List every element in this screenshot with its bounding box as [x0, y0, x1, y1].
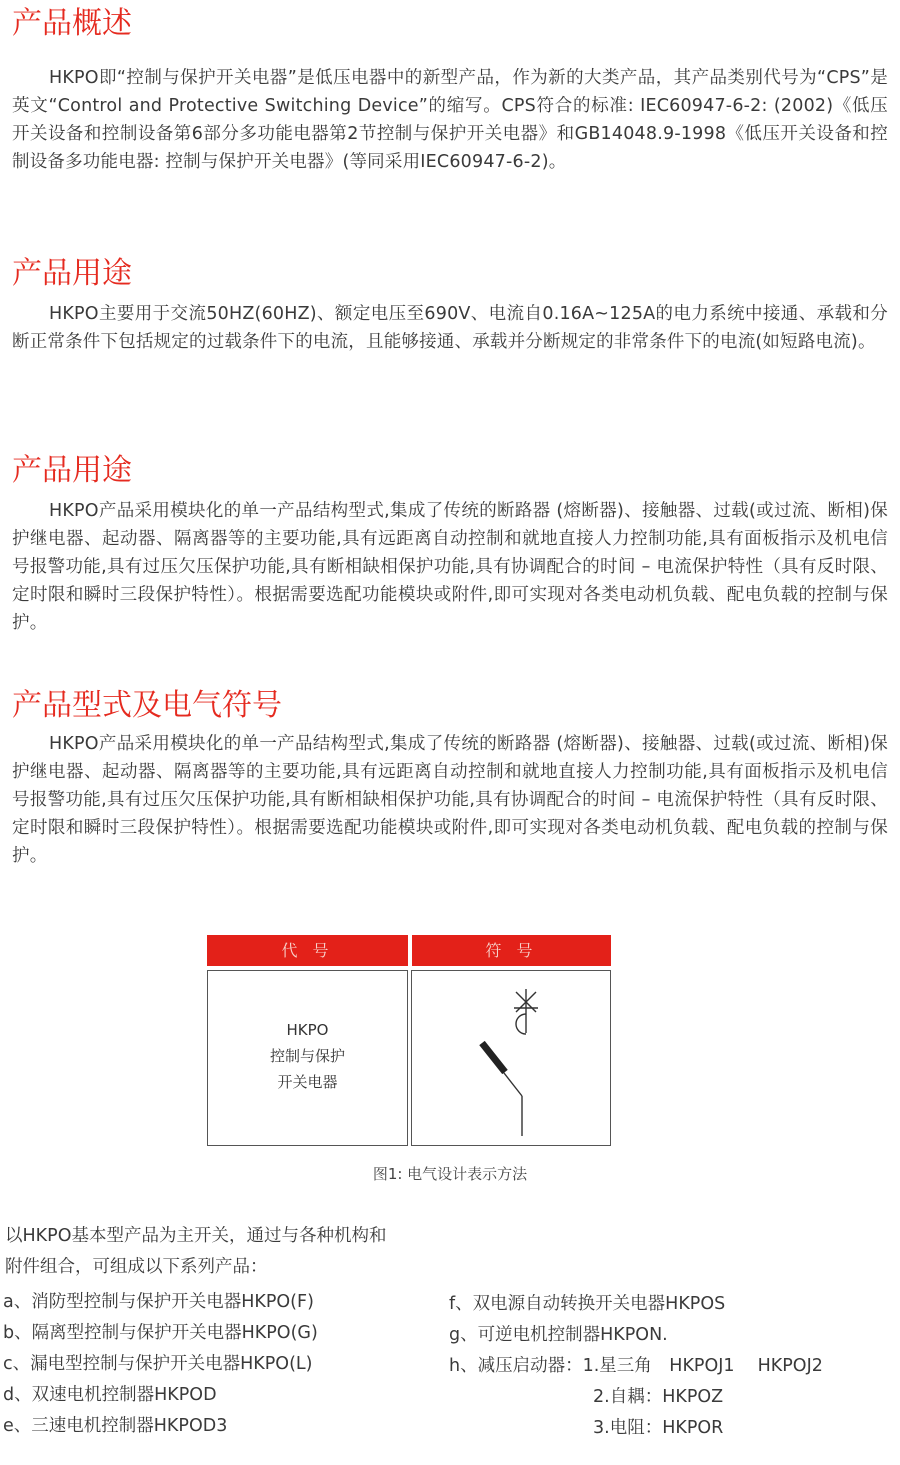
code-line: 控制与保护	[269, 1047, 345, 1065]
list-item: d、双速电机控制器HKPOD	[3, 1385, 217, 1405]
list-item: c、漏电型控制与保护开关电器HKPO(L)	[3, 1354, 313, 1374]
list-sub-item: 3.电阻：HKPOR	[593, 1418, 724, 1438]
section-overview	[12, 6, 888, 176]
symbol-cell	[411, 970, 611, 1146]
section-heading: 产品用途	[12, 453, 132, 488]
list-item: g、可逆电机控制器HKPON.	[449, 1325, 668, 1345]
table-header-symbol: 符 号	[412, 935, 611, 966]
list-item: f、双电源自动转换开关电器HKPOS	[449, 1294, 726, 1314]
intro-line: 附件组合，可组成以下系列产品：	[5, 1257, 268, 1277]
code-line: HKPO	[286, 1021, 329, 1039]
list-item: b、隔离型控制与保护开关电器HKPO(G)	[3, 1323, 318, 1343]
list-sub-item: 2.自耦：HKPOZ	[593, 1387, 724, 1407]
intro-line: 以HKPO基本型产品为主开关，通过与各种机构和	[5, 1226, 387, 1246]
section-heading: 产品用途	[12, 256, 132, 291]
section-usage	[12, 256, 888, 356]
table-header-code: 代 号	[207, 935, 408, 966]
series-list-left	[3, 1287, 318, 1442]
section-text: HKPO产品采用模块化的单一产品结构型式,集成了传统的断路器 (熔断器)、接触器、过载(或过流、断相)保护继电器、起动器、隔离器等的主要功能,具有远距离自动控制和就地直接人力控制功能,具有面板指示及机电信号报警功能,具有过压欠压保护功能,具有断相缺相保护功能,具有协调配合的时间 – 电流保护特性（具有反时限、定时限和瞬时三段保护特性）。根据需要选配功能模块或附件,即可实现对各类电动机负载、配电负载的控制与保护。	[12, 734, 888, 866]
code-line: 开关电器	[277, 1073, 338, 1091]
list-item: e、三速电机控制器HKPOD3	[3, 1416, 228, 1436]
list-item: a、消防型控制与保护开关电器HKPO(F)	[3, 1292, 314, 1312]
section-text: HKPO即“控制与保护开关电器”是低压电器中的新型产品，作为新的大类产品，其产品类别代号为“CPS”是英文“Control and Protective Switching Device”的缩写。CPS符合的标准: IEC60947-6-2: (2002)《低压开关设备和控制设备第6部分多功能电器第2节控制与保护开关电器》和GB14048.9-1998《低压开关设备和控制设备多功能电器: 控制与保护开关电器》(等同采用IEC60947-6-2)。	[12, 68, 888, 172]
section-text: HKPO产品采用模块化的单一产品结构型式,集成了传统的断路器 (熔断器)、接触器、过载(或过流、断相)保护继电器、起动器、隔离器等的主要功能,具有远距离自动控制和就地直接人力控制功能,具有面板指示及机电信号报警功能,具有过压欠压保护功能,具有断相缺相保护功能,具有协调配合的时间 – 电流保护特性（具有反时限、定时限和瞬时三段保护特性）。根据需要选配功能模块或附件,即可实现对各类电动机负载、配电负载的控制与保护。	[12, 501, 888, 633]
section-type-symbol	[12, 688, 888, 870]
section-text: HKPO主要用于交流50HZ(60HZ)、额定电压至690V、电流自0.16A~125A的电力系统中接通、承载和分断正常条件下包括规定的过载条件下的电流，且能够接通、承载并分断规定的非常条件下的电流(如短路电流)。	[12, 304, 888, 352]
code-cell	[207, 970, 408, 1146]
section-heading: 产品型式及电气符号	[12, 688, 282, 723]
section-heading: 产品概述	[12, 6, 132, 41]
series-list-right	[449, 1289, 823, 1444]
section-usage-2	[12, 453, 888, 637]
series-intro	[5, 1221, 475, 1283]
list-item: h、减压启动器：1.星三角 HKPOJ1 HKPOJ2	[449, 1356, 823, 1376]
figure-caption: 图1: 电气设计表示方法	[372, 1165, 528, 1183]
switch-symbol-icon	[412, 971, 609, 1144]
